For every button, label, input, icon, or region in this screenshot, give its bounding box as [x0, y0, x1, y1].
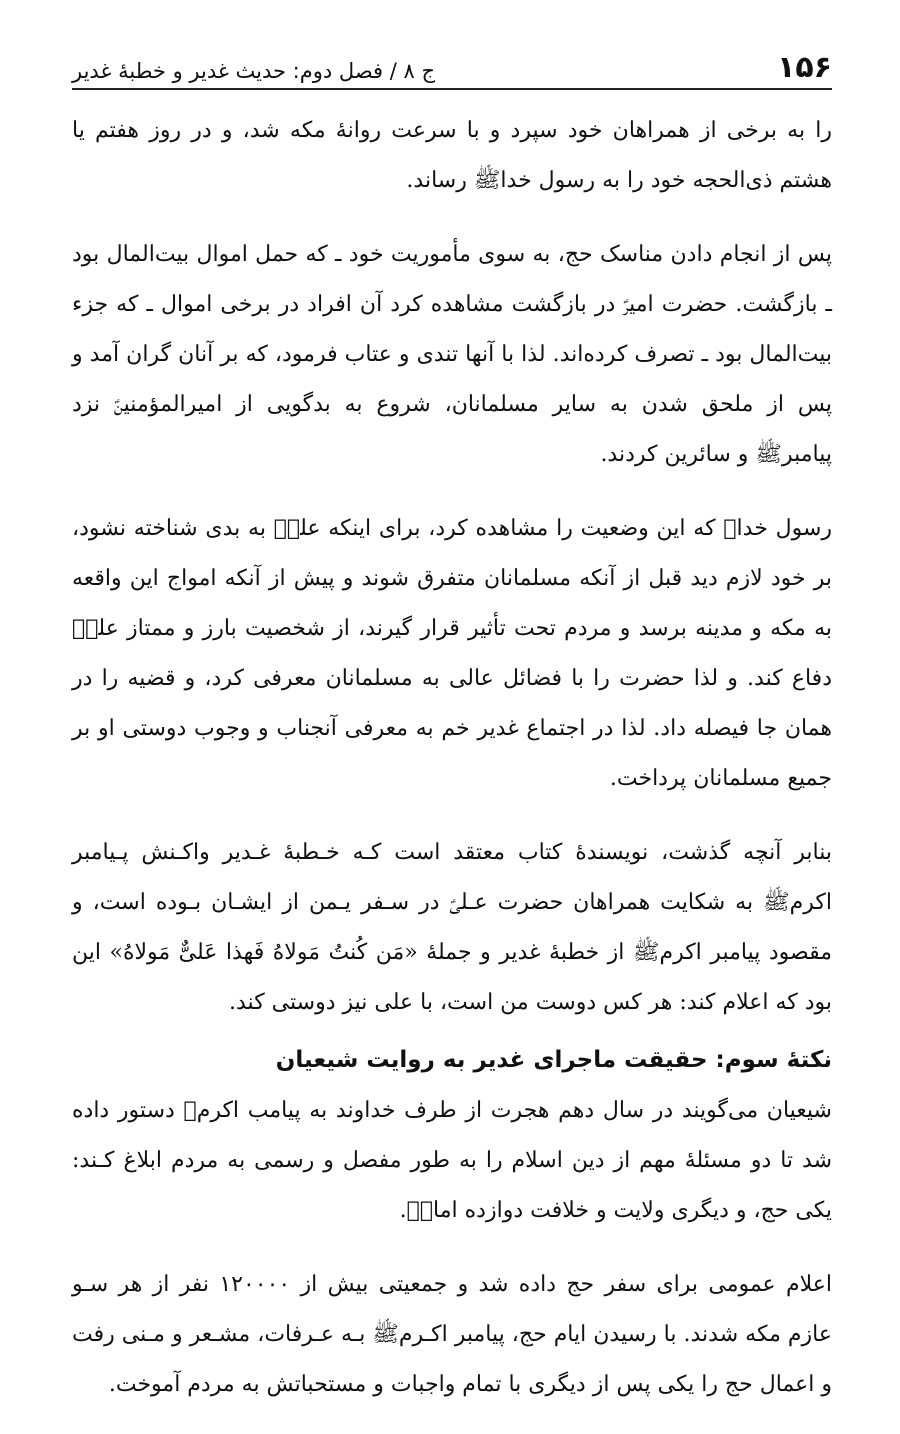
section-heading: نکتهٔ سوم: حقیقت ماجرای غدیر به روایت شیعیان [275, 1047, 832, 1073]
paragraph-2: پس از انجام دادن مناسک حج، به سوی مأموریت خود ـ که حمل اموال بیت‌المال بود ـ بازگشت. حضرت امیرؑ در بازگشت مشاهده کرد آن افراد در برخی اموال ـ که جزء بیت‌المال بود ـ تصرف کرده‌اند. لذا با آنها تندی و عتاب فرمود، که بر آنان گران آمد و پس از ملحق شدن به سایر مسلمانان، شروع به بدگویی از امیرالمؤمنینؑ نزد پیامبرﷺ و سائرین کردند. [72, 242, 832, 467]
paragraph-3: رسول خداﷺ که این وضعیت را مشاهده کرد، برای اینکه علیؑ به بدی شناخته نشود، بر خود لازم دید قبل از آنکه مسلمانان متفرق شوند و پیش از آنکه امواج این واقعه به مکه و مدینه برسد و مردم تحت تأثیر قرار گیرند، از شخصیت بارز و ممتاز علیؑ دفاع کند. و لذا حضرت را با فضائل عالی به مسلمانان معرفی کرد، و قضیه را در همان جا فیصله داد. لذا در اجتماع غدیر خم به معرفی آنجناب و وجوب دوستی او بر جمیع مسلمانان پرداخت. [72, 516, 832, 791]
section-paragraph-1: شیعیان می‌گویند در سال دهم هجرت از طرف خداوند به پیامب اکرمﷺ دستور داده شد تا دو مسئلهٔ مهم از دین اسلام را به طور مفصل و رسمی به مردم ابلاغ کـند: یکی حج، و دیگری ولایت و خلافت دوازده امامؑ. [72, 1098, 832, 1223]
paragraph-4: بنابر آنچه گذشت، نویسندهٔ کتاب معتقد است کـه خـطبهٔ غـدیر واکـنش پـیامبر اکرمﷺ به شکایت همراهان حضرت عـلیؑ در سـفر یـمن از ایشـان بـوده است، و مقصود پیامبر اکرمﷺ از خطبهٔ غدیر و جملهٔ «مَن کُنتُ مَولاهُ فَهذا عَلیٌّ مَولاهُ» این بود که اعلام کند: هر کس دوست من است، با علی نیز دوستی کند. [72, 840, 832, 1015]
body-text [72, 106, 832, 1434]
page-number: ۱۵۶ [777, 50, 832, 85]
header-rule [72, 88, 832, 90]
running-head: ج ۸ / فصل دوم: حدیث غدیر و خطبهٔ غدیر [72, 59, 436, 83]
page-header [72, 36, 832, 86]
section-paragraph-2: اعلام عمومی برای سفر حج داده شد و جمعیتی بیش از ۱۲۰۰۰۰ نفر از هر سـو عازم مکه شدند. با رسیدن ایام حج، پیامبر اکـرمﷺ بـه عـرفات، مشـعر و مـنی رفت و اعمال حج را یکی پس از دیگری با تمام واجبات و مستحباتش به مردم آموخت. [72, 1272, 832, 1397]
paragraph-1: را به برخی از همراهان خود سپرد و با سرعت روانهٔ مکه شد، و در روز هفتم یا هشتم ذی‌الحجه خود را به رسول خداﷺ رساند. [72, 118, 832, 193]
